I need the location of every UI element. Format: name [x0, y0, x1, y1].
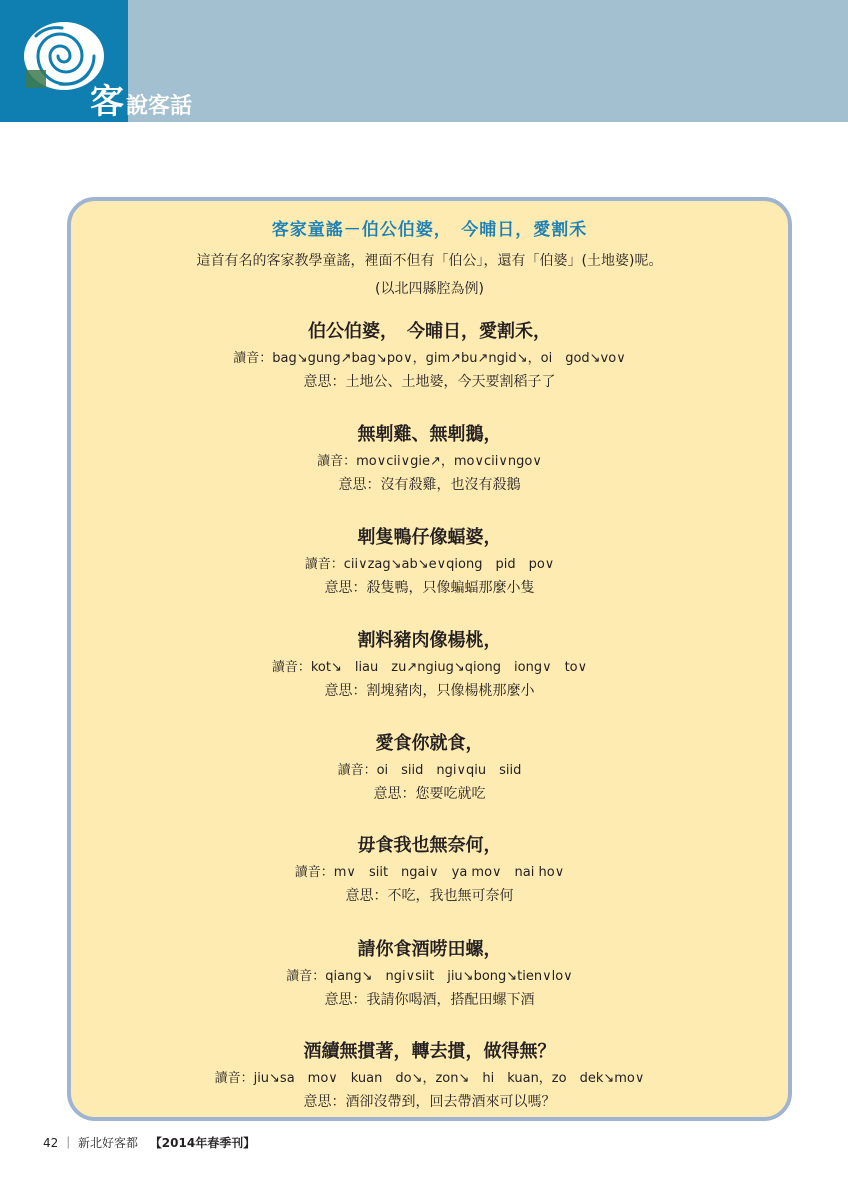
- verse-reading: 讀音：jiu↘sa mo∨ kuan do↘，zon↘ hi kuan，zo dek↘mo∨: [214, 1071, 645, 1086]
- verse-reading: 讀音：mo∨cii∨gie↗，mo∨cii∨ngo∨: [317, 454, 542, 469]
- footer-divider: ｜: [62, 1136, 75, 1150]
- verse-block: [71, 1039, 788, 1113]
- verse-line: 無𠜱雞、無𠜱鵝，: [357, 424, 502, 445]
- verse-block: [71, 937, 788, 1011]
- verse-meaning: 意思：沒有殺雞，也沒有殺鵝: [338, 477, 521, 493]
- verse-block: [71, 422, 788, 496]
- verse-reading: 讀音：kot↘ liau zu↗ngiug↘qiong iong∨ to∨: [271, 660, 588, 675]
- verse-meaning: 意思：割塊豬肉，只像楊桃那麼小: [324, 683, 535, 699]
- verse-line: 酒續無摜著，轉去摜，做得無？: [303, 1041, 556, 1062]
- verse-reading: 讀音：bag↘gung↗bag↘po∨，gim↗bu↗ngid↘，oi god↘vo∨: [233, 351, 626, 366]
- verse-meaning: 意思：您要吃就吃: [373, 786, 486, 802]
- verse-meaning: 意思：酒卻沒帶到，回去帶酒來可以嗎？: [303, 1094, 556, 1110]
- verse-reading: 讀音：oi siid ngi∨qiu siid: [337, 763, 522, 778]
- dialect-note: (以北四縣腔為例): [375, 281, 484, 297]
- section-title-rest: 說客話: [126, 94, 193, 119]
- verse-reading: 讀音：qiang↘ ngi∨siit jiu↘bong↘tien∨lo∨: [286, 969, 573, 984]
- content-card: [67, 197, 792, 1121]
- verse-line: 請你食酒唠田螺，: [357, 939, 502, 960]
- verse-line: 𠜱隻鴨仔像蝠婆，: [357, 527, 502, 548]
- section-title-char: 客: [90, 82, 124, 122]
- issue-label: 【2014年春季刊】: [149, 1136, 256, 1150]
- verse-meaning: 意思：不吃，我也無可奈何: [345, 888, 514, 904]
- verse-block: [71, 319, 788, 393]
- verse-line: 伯公伯婆， 今晡日，愛割禾，: [308, 321, 551, 342]
- verse-line: 割料豬肉像楊桃，: [357, 630, 502, 651]
- intro-text: 這首有名的客家教學童謠，裡面不但有「伯公」，還有「伯婆」(土地婆)呢。: [196, 253, 663, 269]
- verse-reading: 讀音：m∨ siit ngai∨ ya mo∨ nai ho∨: [294, 865, 565, 880]
- verse-meaning: 意思：土地公、土地婆，今天要割稻子了: [303, 374, 556, 390]
- verse-line: 愛食你就食，: [375, 733, 484, 754]
- verse-block: [71, 525, 788, 599]
- verse-block: [71, 628, 788, 702]
- verse-block: [71, 833, 788, 907]
- magazine-name: 新北好客都: [77, 1136, 138, 1150]
- logo-shadow-square: [26, 70, 46, 88]
- verse-meaning: 意思：我請你喝酒，搭配田螺下酒: [324, 992, 535, 1008]
- page-number: 42: [43, 1136, 59, 1150]
- card-title: 客家童謠－伯公伯婆， 今晡日，愛割禾: [271, 220, 588, 240]
- page-footer: [43, 1134, 255, 1151]
- verse-block: [71, 731, 788, 805]
- verse-reading: 讀音：cii∨zag↘ab↘e∨qiong pid po∨: [304, 557, 555, 572]
- section-title: [90, 82, 192, 122]
- verse-meaning: 意思：殺隻鴨，只像蝙蝠那麼小隻: [324, 580, 535, 596]
- verse-line: 毋食我也無奈何，: [357, 835, 502, 856]
